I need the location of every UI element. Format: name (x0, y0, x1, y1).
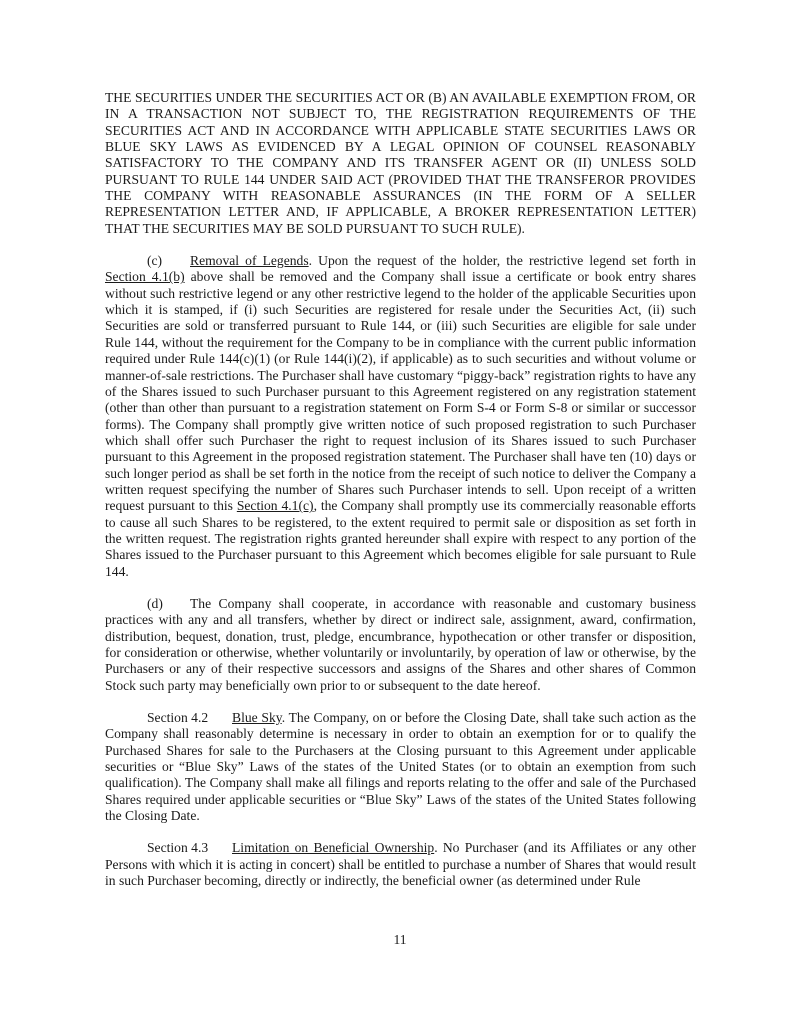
clause-text: above shall be removed and the Company shall issue a certificate or book entry shares without such restrictive legend or any other restrictive legend to the holder of the applicable Securities upon which it is stamped, if (i) such Securities are registered for resale under the Securities Act, (ii) such Securities are sold or transferred pursuant to Rule 144, or (iii) such Securities are eligible for sale under Rule 144, without the requirement for the Company to be in compliance with the current public information required under Rule 144(c)(1) (or Rule 144(i)(2), if applicable) as to such securities and without volume or manner-of-sale restrictions. The Purchaser shall have customary “piggy-back” registration rights to have any of the Shares issued to such Purchaser pursuant to this Agreement registered on any registration statement (other than other than pursuant to a registration statement on Form S-4 or Form S-8 or similar or successor forms). The Company shall promptly give written notice of such proposed registration to such Purchaser which shall offer such Purchaser the right to request inclusion of its Shares issued to such Purchaser pursuant to this Agreement in the proposed registration statement. The Purchaser shall have ten (10) days or such longer period as shall be set forth in the notice from the receipt of such notice to deliver the Company a written request specifying the number of Shares such Purchaser intends to sell. Upon receipt of a written request pursuant to this (105, 269, 696, 514)
clause-label: (d) (147, 595, 163, 611)
clause-text: , the Company shall promptly use its commercially reasonable efforts to cause all such Shares to be registered, to the extent required to permit sale or disposition as set forth in the written request. The registration rights granted hereunder shall expire with respect to any portion of the Shares issued to the Purchaser pursuant to this Agreement which becomes eligible for sale pursuant to Rule 144. (105, 498, 696, 579)
cross-reference: Section 4.1(b) (105, 269, 185, 285)
legend-paragraph: THE SECURITIES UNDER THE SECURITIES ACT OR (B) AN AVAILABLE EXEMPTION FROM, OR IN A TRANSACTION NOT SUBJECT TO, THE REGISTRATION REQUIREMENTS OF THE SECURITIES ACT AND IN ACCORDANCE WITH APPLICABLE STATE SECURITIES LAWS OR BLUE SKY LAWS AS EVIDENCED BY A LEGAL OPINION OF COUNSEL REASONABLY SATISFACTORY TO THE COMPANY AND ITS TRANSFER AGENT OR (II) UNLESS SOLD PURSUANT TO RULE 144 UNDER SAID ACT (PROVIDED THAT THE TRANSFEROR PROVIDES THE COMPANY WITH REASONABLE ASSURANCES (IN THE FORM OF A SELLER REPRESENTATION LETTER AND, IF APPLICABLE, A BROKER REPRESENTATION LETTER) THAT THE SECURITIES MAY BE SOLD PURSUANT TO SUCH RULE). (105, 90, 696, 236)
section-text: . No Purchaser (and its Affiliates or any other Persons with which it is acting in concert) shall be entitled to purchase a number of Shares that would result in such Purchaser becoming, directly or indirectly, the beneficial owner (as determined under Rule (105, 840, 696, 889)
page-number: 11 (393, 932, 407, 947)
section-4-1-c (105, 253, 696, 580)
clause-heading: Removal of Legends (190, 253, 309, 269)
section-4-2 (105, 710, 696, 824)
cross-reference: Section 4.1(c) (236, 498, 314, 514)
section-heading: Limitation on Beneficial Ownership (232, 840, 435, 856)
clause-text: The Company shall cooperate, in accordance with reasonable and customary business practices with any and all transfers, whether by direct or indirect sale, assignment, award, confirmation, distribution, bequest, donation, trust, pledge, encumbrance, hypothecation or other transfer or disposition, for consideration or otherwise, whether voluntarily or involuntarily, by operation of law or otherwise, by the Purchasers or any of their respective successors and assigns of the Shares and other shares of Common Stock such party may beneficially own prior to or subsequent to the date hereof. (105, 595, 696, 693)
section-label: Section 4.2 (147, 710, 209, 726)
section-text: . The Company, on or before the Closing Date, shall take such action as the Company shall reasonably determine is necessary in order to obtain an exemption for or to qualify the Purchased Shares for sale to the Purchasers at the Closing pursuant to this Agreement under applicable securities or “Blue Sky” Laws of the states of the United States (or to obtain an exemption from such qualification). The Company shall make all filings and reports relating to the offer and sale of the Purchased Shares required under applicable securities or “Blue Sky” Laws of the states of the United States following the Closing Date. (105, 710, 696, 824)
section-4-3 (105, 840, 696, 889)
document-page (105, 90, 696, 905)
section-4-1-d (105, 596, 696, 694)
section-heading: Blue Sky (232, 710, 282, 726)
section-label: Section 4.3 (147, 840, 209, 856)
clause-text: . Upon the request of the holder, the restrictive legend set forth in (308, 253, 696, 269)
clause-label: (c) (147, 253, 163, 269)
